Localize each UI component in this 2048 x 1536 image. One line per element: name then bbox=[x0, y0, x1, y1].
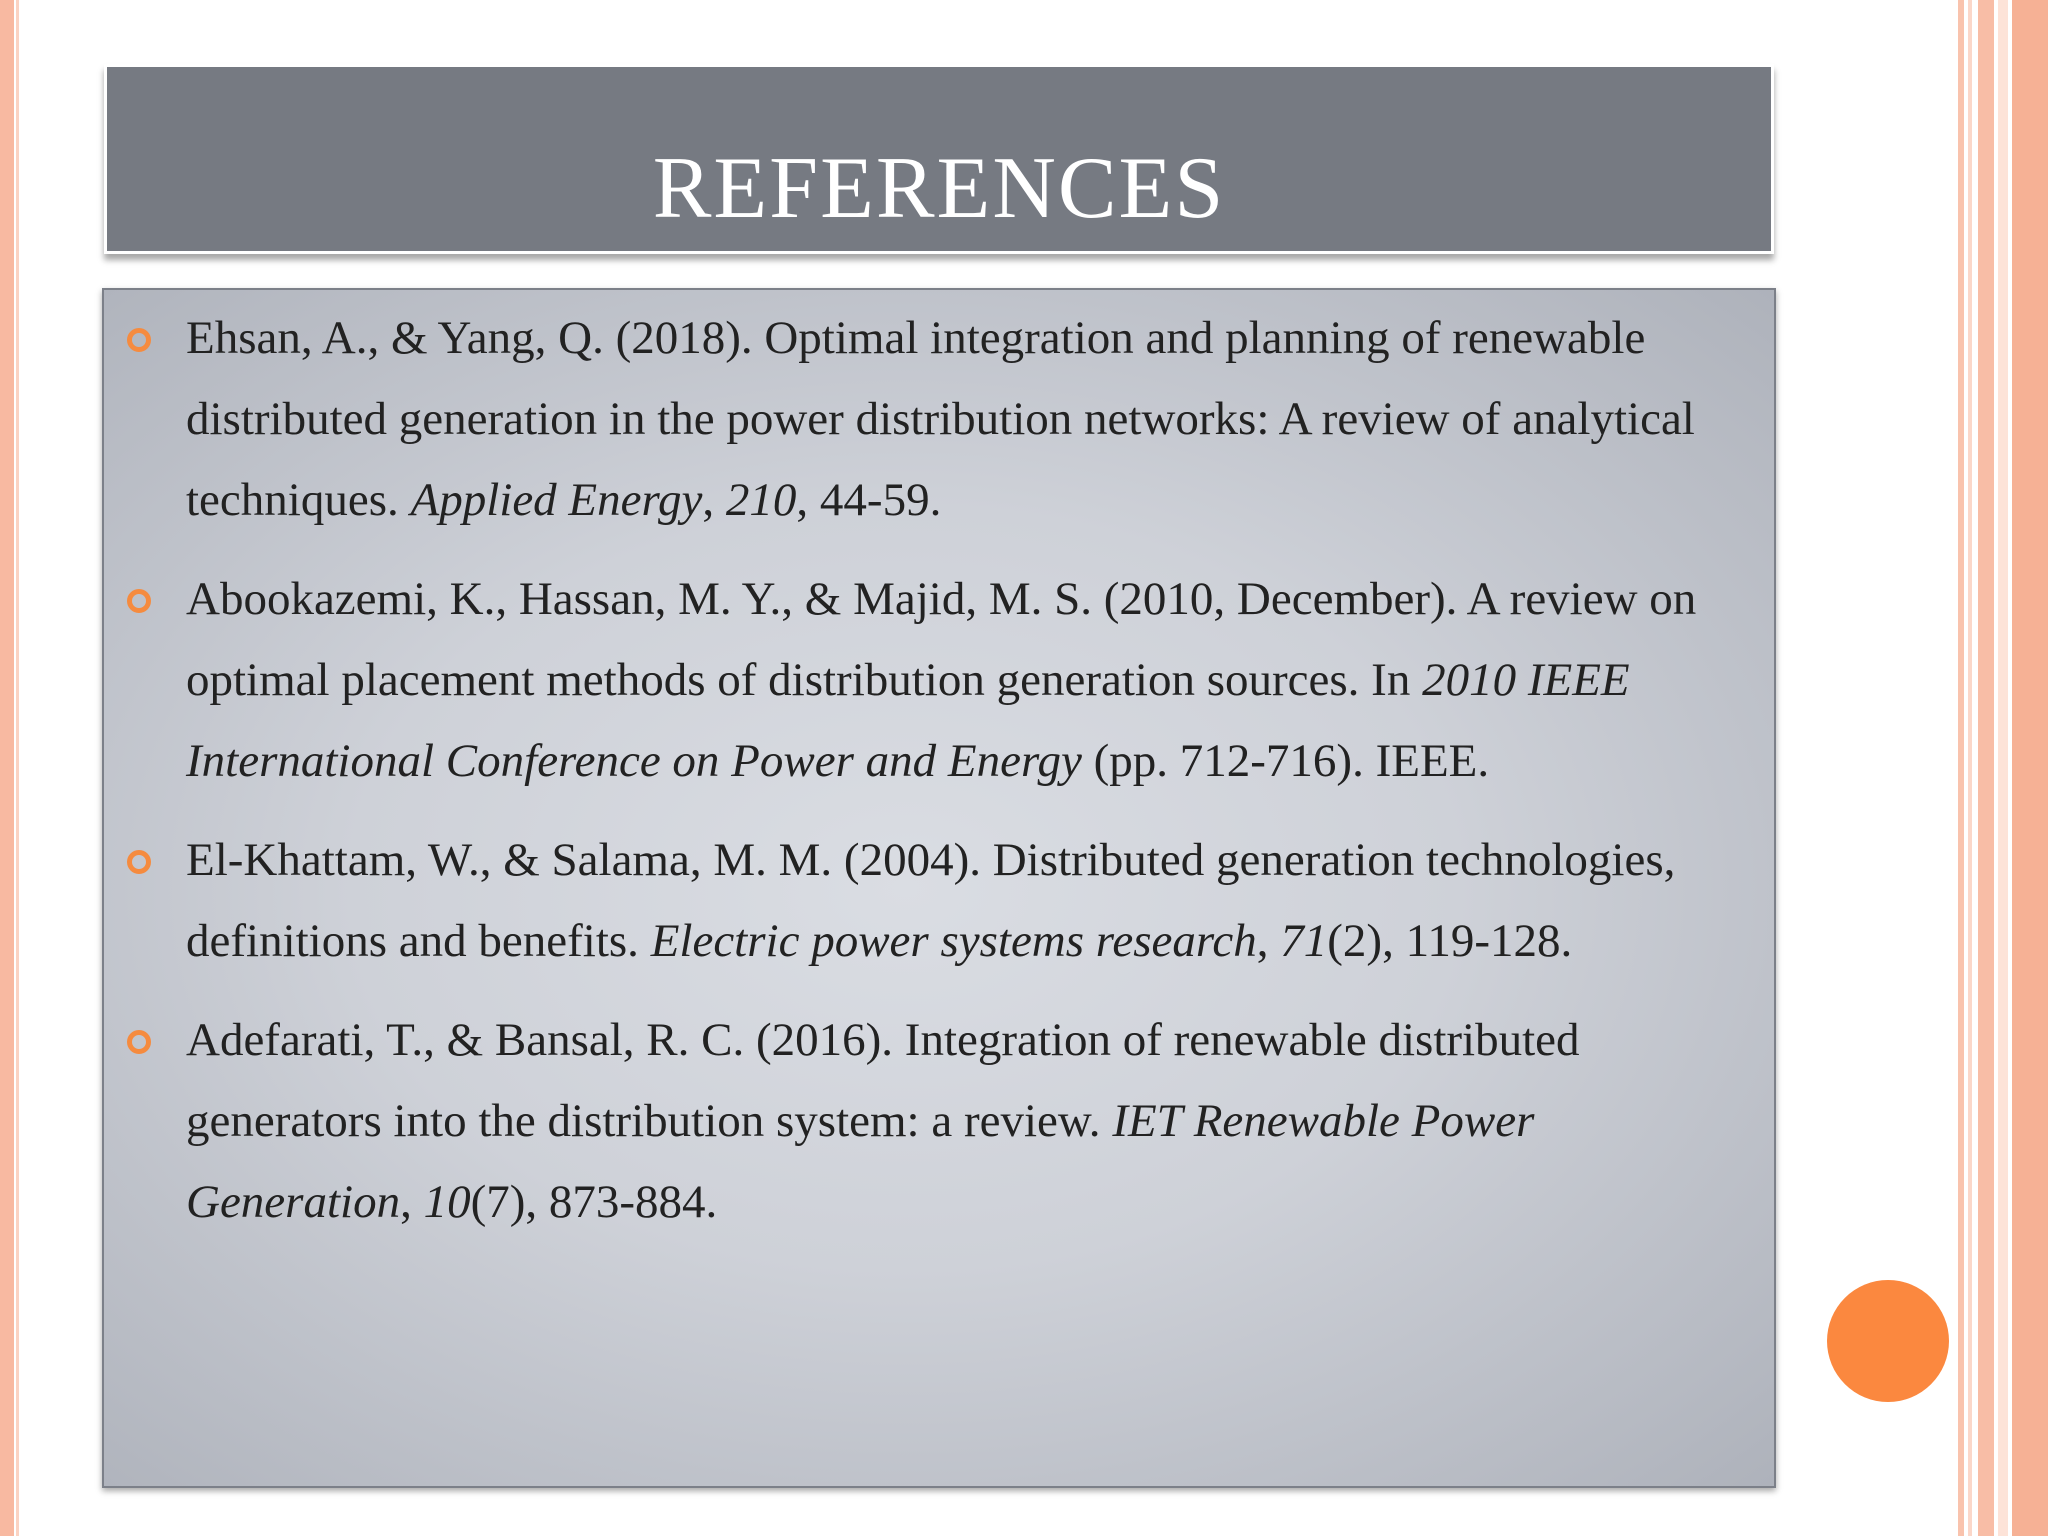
reference-item bbox=[104, 559, 1778, 802]
right-stripe bbox=[2012, 0, 2048, 1536]
reference-authors-title: Adefarati, T., & Bansal, R. C. (2016). Integration of renewable distributed generators into the distribution system: a review. bbox=[186, 1014, 1580, 1147]
reference-proceedings: 2010 IEEE International Conference on Power and Energy bbox=[186, 654, 1630, 787]
reference-volume: 210 bbox=[725, 474, 797, 526]
reference-authors-title: Ehsan, A., & Yang, Q. (2018). Optimal integration and planning of renewable distributed generation in the power distribution networks: A review of analytical techniques. bbox=[186, 312, 1695, 526]
bullet-ring-icon bbox=[127, 589, 151, 613]
left-decorative-stripe bbox=[0, 0, 14, 1536]
reference-separator: , bbox=[702, 474, 726, 526]
right-stripe bbox=[1958, 0, 1964, 1536]
references-list bbox=[104, 298, 1778, 1261]
references-panel bbox=[102, 288, 1776, 1488]
reference-separator: , bbox=[400, 1176, 424, 1228]
right-stripe bbox=[1968, 0, 1972, 1536]
decorative-orange-circle bbox=[1827, 1280, 1949, 1402]
reference-pages: (7), 873-884. bbox=[470, 1176, 718, 1228]
reference-authors-title: El-Khattam, W., & Salama, M. M. (2004). Distributed generation technologies, definitions and benefits. bbox=[186, 834, 1676, 967]
reference-pages: (pp. 712-716). IEEE. bbox=[1081, 735, 1490, 787]
reference-journal: Applied Energy bbox=[410, 474, 703, 526]
reference-journal: Electric power systems research bbox=[650, 915, 1257, 967]
reference-item bbox=[104, 820, 1778, 982]
bullet-ring-icon bbox=[127, 850, 151, 874]
title-bar bbox=[104, 64, 1774, 254]
reference-volume: 10 bbox=[423, 1176, 471, 1228]
bullet-ring-icon bbox=[127, 328, 151, 352]
right-stripe bbox=[1998, 0, 2008, 1536]
reference-authors-title: Abookazemi, K., Hassan, M. Y., & Majid, M. S. (2010, December). A review on optimal placement methods of distribution generation sources. In bbox=[186, 573, 1697, 706]
reference-pages: , 44-59. bbox=[796, 474, 942, 526]
right-stripe bbox=[1978, 0, 1994, 1536]
reference-volume: 71 bbox=[1280, 915, 1328, 967]
slide-title: REFERENCES bbox=[652, 140, 1226, 237]
reference-pages: (2), 119-128. bbox=[1327, 915, 1573, 967]
right-decorative-stripes bbox=[1958, 0, 2048, 1536]
reference-item bbox=[104, 1000, 1778, 1243]
reference-item bbox=[104, 298, 1778, 541]
left-decorative-stripe-thin bbox=[16, 0, 19, 1536]
reference-separator: , bbox=[1256, 915, 1281, 967]
reference-journal: IET Renewable Power Generation bbox=[186, 1095, 1535, 1228]
bullet-ring-icon bbox=[127, 1030, 151, 1054]
